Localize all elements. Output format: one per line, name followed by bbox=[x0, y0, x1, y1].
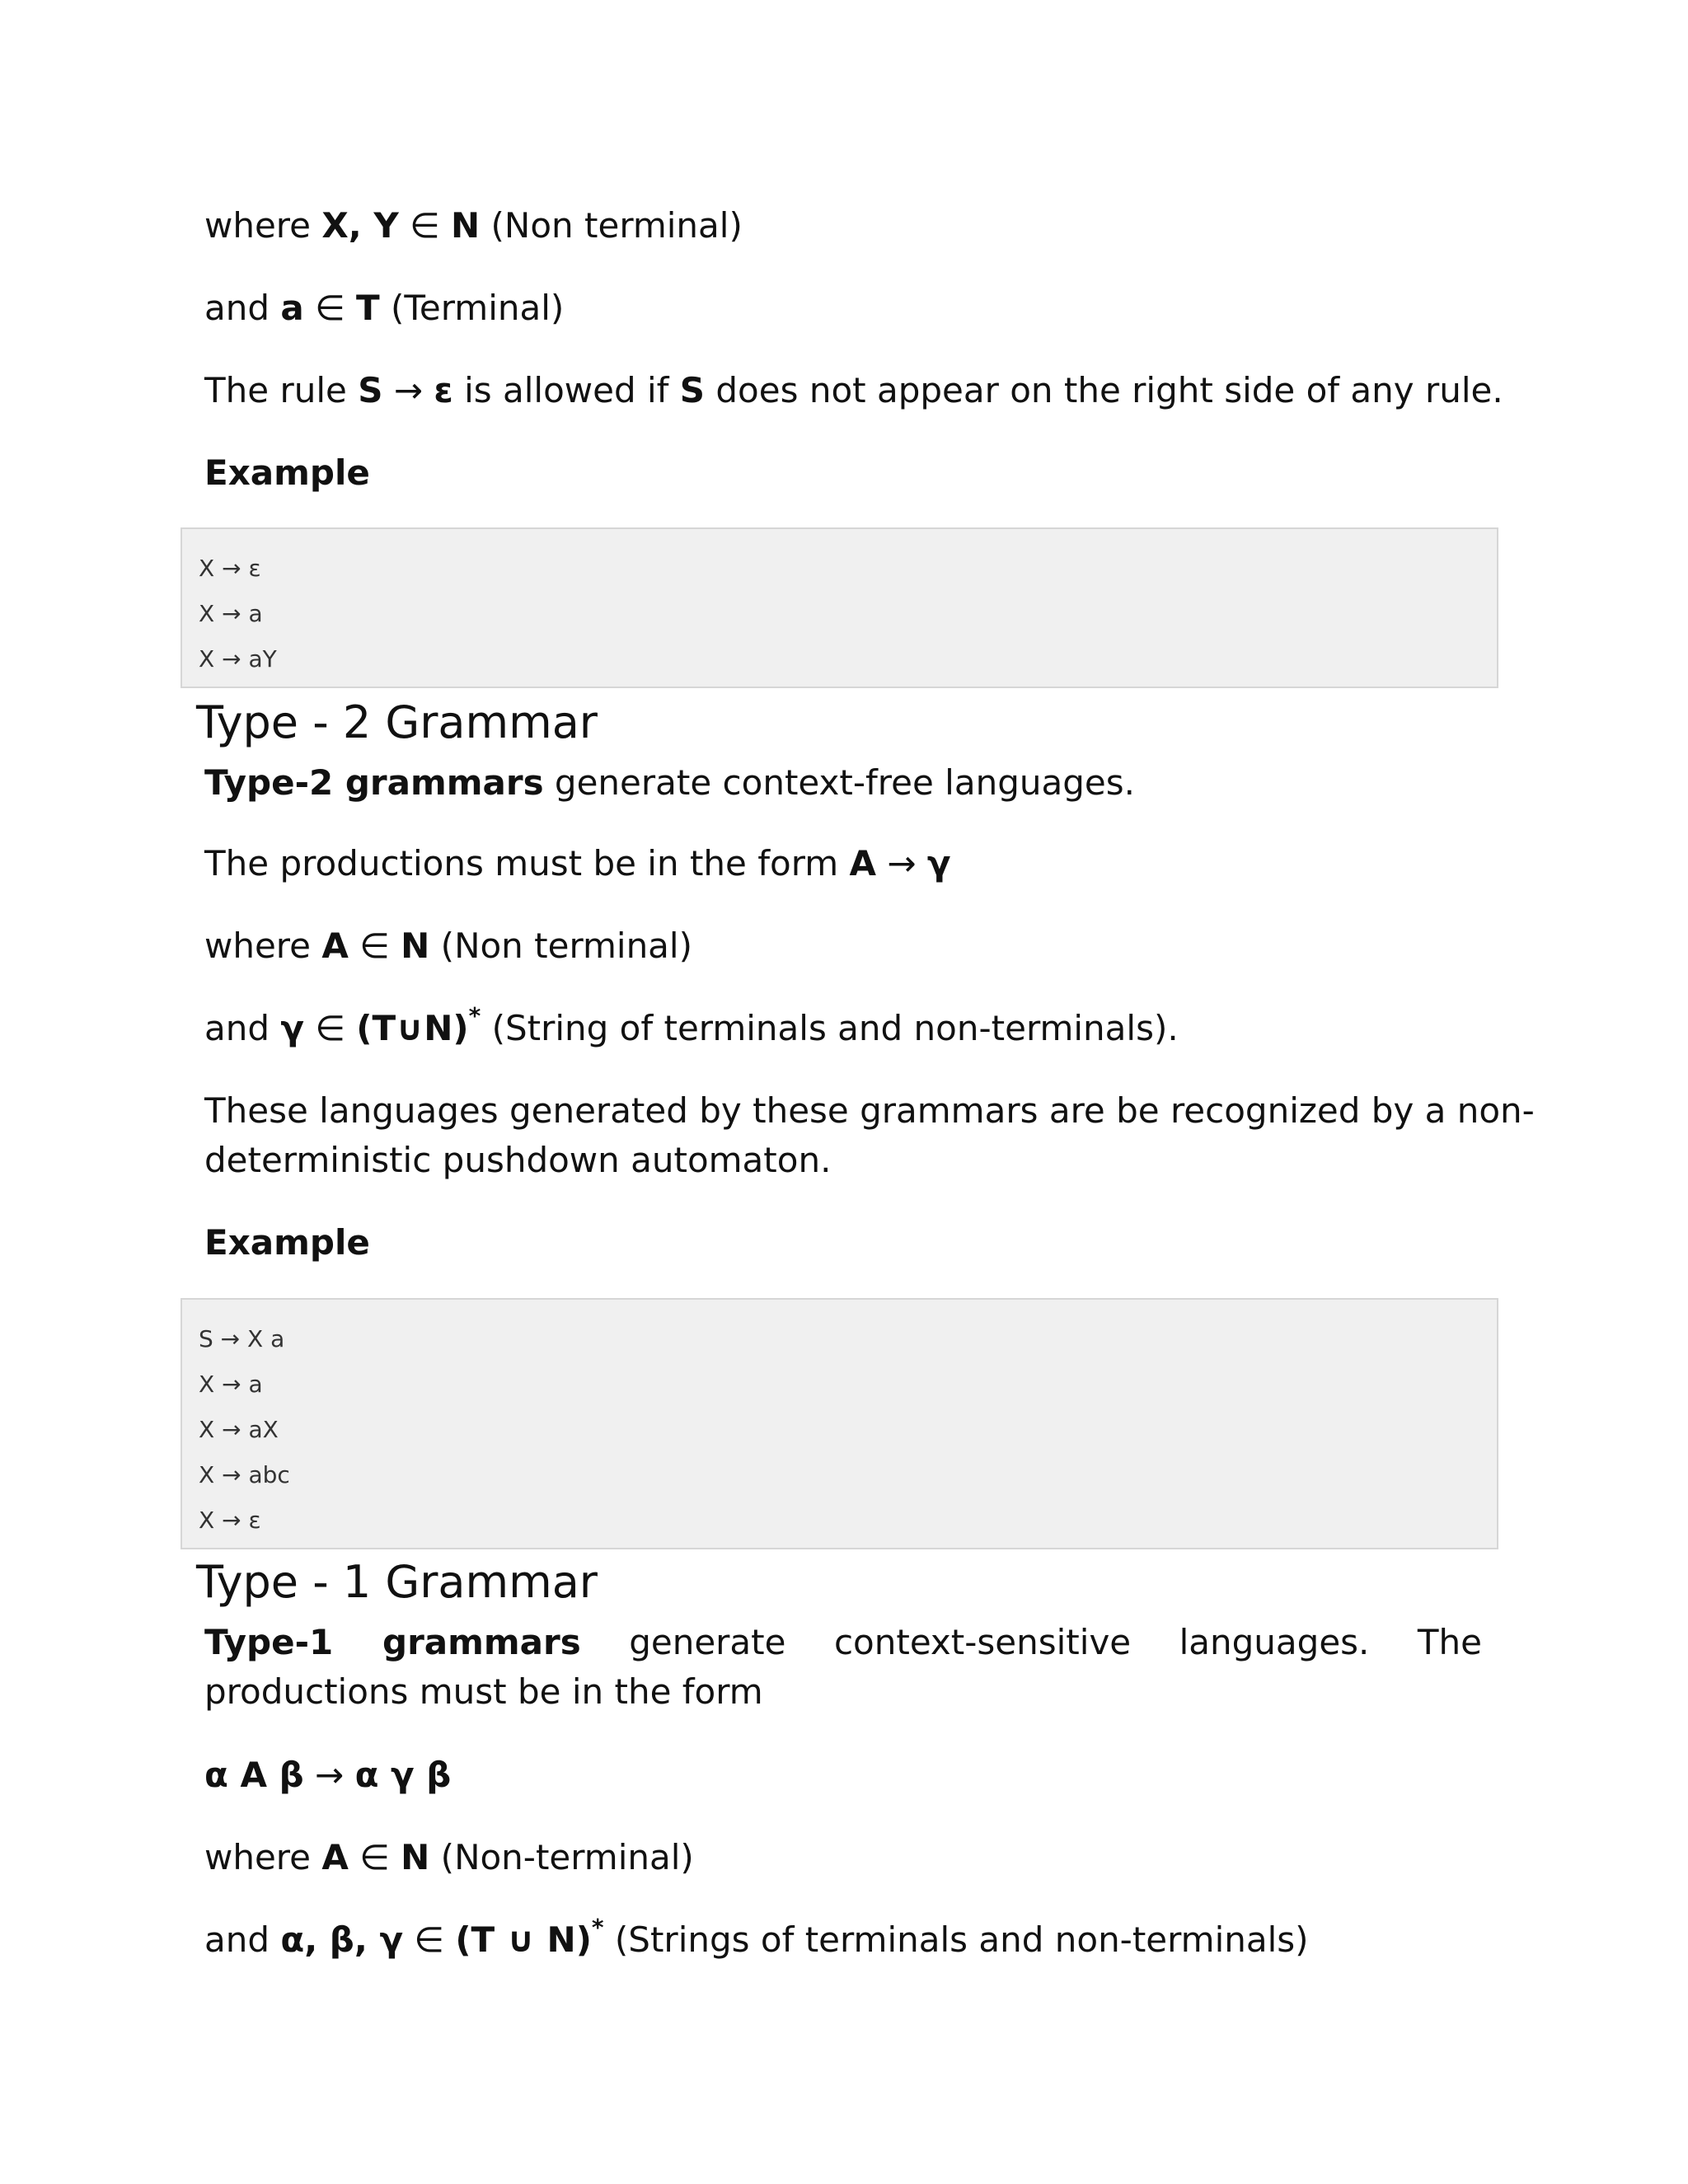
type2-heading: Type - 2 Grammar bbox=[196, 696, 598, 748]
text-span: (Terminal) bbox=[379, 288, 565, 328]
bold-text: α A β bbox=[204, 1755, 304, 1795]
bold-text: (T ∪ N) bbox=[455, 1919, 592, 1960]
code-line: X → a bbox=[199, 1371, 263, 1398]
bold-text: Type-2 grammars bbox=[204, 762, 544, 803]
text-span: The rule bbox=[204, 370, 359, 410]
text-span: and bbox=[204, 288, 281, 328]
text-span: The productions must be in the form bbox=[204, 843, 850, 883]
code-line: X → a bbox=[199, 600, 263, 627]
bold-text: N bbox=[401, 926, 430, 966]
text-span: (Strings of terminals and non-terminals) bbox=[603, 1919, 1309, 1960]
text-span: does not appear on the right side of any rule. bbox=[705, 370, 1503, 410]
type1-heading: Type - 1 Grammar bbox=[196, 1556, 598, 1608]
symbol-text: ∈ bbox=[348, 926, 401, 966]
bold-text: (T∪N) bbox=[356, 1008, 469, 1048]
code-line: X → abc bbox=[199, 1461, 290, 1488]
type1-intro-paragraph bbox=[204, 1618, 1482, 1717]
code-line: X → aX bbox=[199, 1416, 279, 1443]
arrow-symbol: → bbox=[876, 843, 927, 883]
type2-intro-line bbox=[204, 758, 1135, 808]
bold-text: N bbox=[401, 1837, 430, 1877]
arrow-symbol: → bbox=[382, 370, 434, 410]
bold-text: a bbox=[280, 288, 304, 328]
type3-and-line bbox=[204, 284, 564, 333]
type1-and-line bbox=[204, 1915, 1309, 1965]
text-span: where bbox=[204, 205, 322, 246]
type3-example-code-block bbox=[181, 527, 1498, 688]
type2-example-label bbox=[204, 1218, 370, 1268]
type3-rule-line bbox=[204, 366, 1503, 415]
type2-form-line bbox=[204, 839, 951, 888]
bold-text: α, β, γ bbox=[280, 1919, 404, 1960]
symbol-text: ∈ bbox=[303, 288, 357, 328]
bold-text: γ bbox=[280, 1008, 304, 1048]
type1-rule-line bbox=[204, 1750, 451, 1800]
bold-text: A bbox=[321, 1837, 349, 1877]
code-line: X → ε bbox=[199, 1507, 261, 1534]
text-span: where bbox=[204, 926, 322, 966]
text-span: where bbox=[204, 1837, 322, 1877]
bold-text: S bbox=[679, 370, 706, 410]
text-span: (Non terminal) bbox=[480, 205, 743, 246]
example-label-text: Example bbox=[204, 1222, 370, 1263]
text-span: and bbox=[204, 1919, 281, 1960]
example-label-text: Example bbox=[204, 452, 370, 493]
bold-text: A bbox=[849, 843, 877, 883]
text-span: generate context-free languages. bbox=[543, 762, 1135, 803]
type2-example-code-block bbox=[181, 1298, 1498, 1549]
symbol-text: ∈ bbox=[403, 1919, 456, 1960]
bold-text: γ bbox=[926, 843, 951, 883]
arrow-symbol: → bbox=[303, 1755, 355, 1795]
type2-where-line bbox=[204, 921, 692, 971]
symbol-text: ∈ bbox=[348, 1837, 401, 1877]
bold-text: X, Y bbox=[321, 205, 399, 246]
bold-text: ε bbox=[434, 370, 453, 410]
bold-text: S bbox=[358, 370, 383, 410]
bold-text: N bbox=[451, 205, 481, 246]
code-line: X → aY bbox=[199, 645, 277, 673]
text-span: is allowed if bbox=[452, 370, 680, 410]
bold-text: T bbox=[356, 288, 380, 328]
superscript-star: * bbox=[591, 1914, 604, 1941]
text-span: generate context-sensitive languages. The productions must be in the form bbox=[204, 1622, 1482, 1712]
type2-recognize-line-1: These languages generated by these grammars are be recognized by a non- bbox=[204, 1090, 1535, 1131]
text-span: (Non-terminal) bbox=[429, 1837, 694, 1877]
type2-and-line bbox=[204, 1004, 1179, 1053]
bold-text: A bbox=[321, 926, 349, 966]
type1-where-line bbox=[204, 1833, 694, 1882]
code-line: X → ε bbox=[199, 555, 261, 582]
text-span: and bbox=[204, 1008, 281, 1048]
symbol-text: ∈ bbox=[303, 1008, 357, 1048]
bold-text: Type-1 grammars bbox=[204, 1622, 581, 1662]
type3-example-label bbox=[204, 448, 370, 498]
symbol-text: ∈ bbox=[398, 205, 452, 246]
type2-recognize-line-2: deterministic pushdown automaton. bbox=[204, 1140, 832, 1180]
bold-text: α γ β bbox=[354, 1755, 452, 1795]
superscript-star: * bbox=[468, 1002, 481, 1029]
type3-where-line bbox=[204, 201, 743, 251]
text-span: (String of terminals and non-terminals). bbox=[481, 1008, 1179, 1048]
text-span: (Non terminal) bbox=[429, 926, 692, 966]
code-line: S → X a bbox=[199, 1325, 285, 1352]
